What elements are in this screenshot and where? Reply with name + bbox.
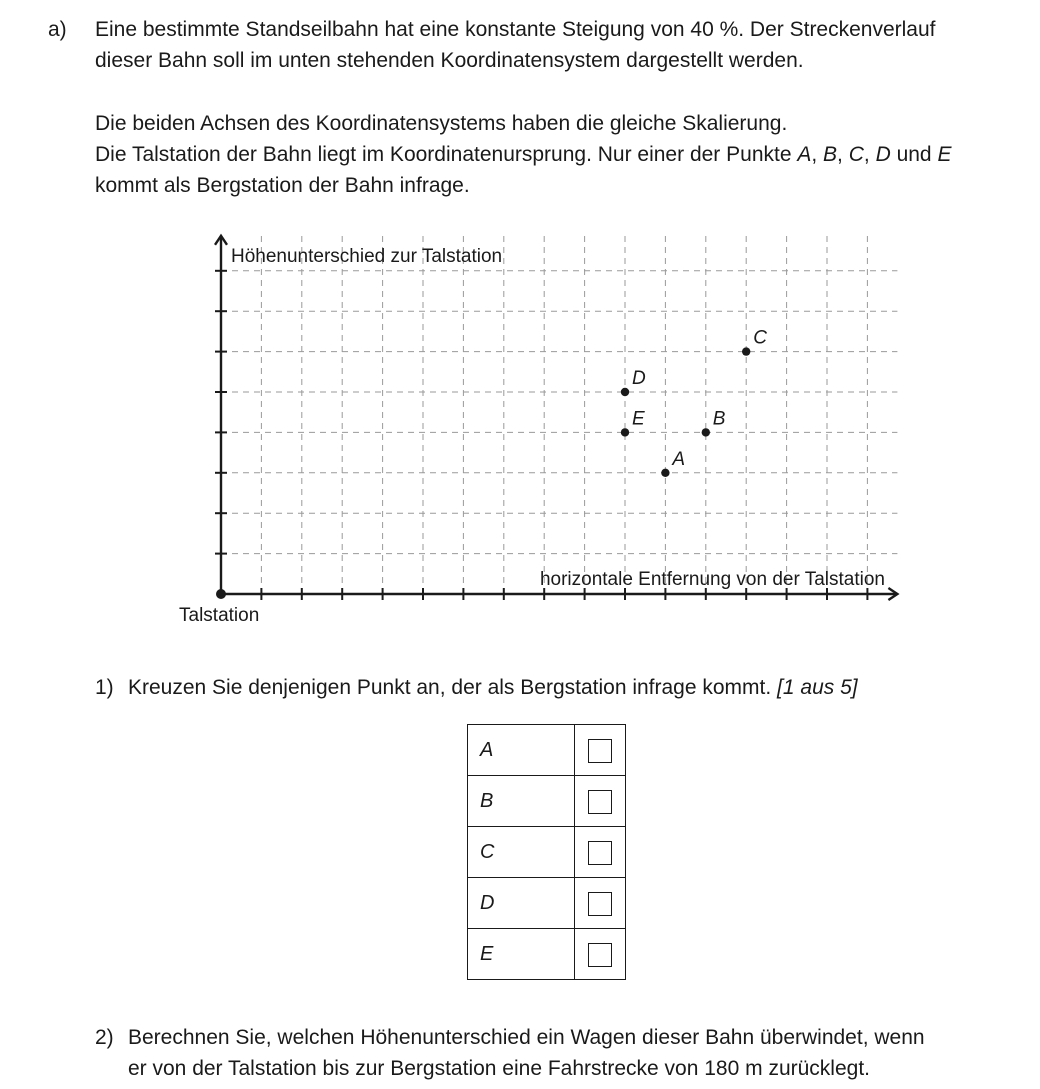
- option-label: A: [468, 725, 575, 776]
- answer-row: [468, 878, 626, 929]
- grid: [221, 236, 897, 594]
- answer-row: [468, 725, 626, 776]
- answer-row: [468, 827, 626, 878]
- checkbox-a[interactable]: [588, 739, 612, 763]
- question-2-line-2: er von der Talstation bis zur Bergstation eine Fahrstrecke von 180 m zurücklegt.: [128, 1057, 870, 1080]
- sep: ,: [837, 143, 849, 166]
- points: [621, 328, 767, 477]
- station-text: Die Talstation der Bahn liegt im Koordinatenursprung. Nur einer der Punkte: [95, 143, 798, 166]
- answer-row: [468, 929, 626, 980]
- point-c: [742, 347, 750, 355]
- point-d: [621, 388, 629, 396]
- point-ref-c: C: [848, 143, 864, 166]
- point-e: [621, 428, 629, 436]
- point-label-d: D: [632, 368, 646, 389]
- question-1-number: 1): [95, 676, 114, 699]
- point-label-e: E: [632, 408, 645, 430]
- sep: ,: [863, 143, 876, 166]
- point-ref-a: A: [797, 143, 812, 166]
- point-label-c: C: [753, 327, 767, 349]
- checkbox-c[interactable]: [588, 841, 612, 865]
- checkbox-b[interactable]: [588, 790, 612, 814]
- answer-table: [467, 724, 626, 980]
- answer-row: [468, 776, 626, 827]
- option-label: C: [468, 827, 575, 878]
- point-label-b: B: [712, 408, 726, 430]
- intro-line-2: dieser Bahn soll im unten stehenden Koordinatensystem dargestellt werden.: [95, 49, 804, 72]
- scale-sentence: Die beiden Achsen des Koordinatensystems haben die gleiche Skalierung.: [95, 112, 788, 135]
- option-label: B: [468, 776, 575, 827]
- point-b: [702, 428, 710, 436]
- station-line-2: kommt als Bergstation der Bahn infrage.: [95, 174, 470, 197]
- question-2-number: 2): [95, 1026, 114, 1049]
- question-2-line-1: Berechnen Sie, welchen Höhenunterschied ein Wagen dieser Bahn überwindet, wenn: [128, 1026, 925, 1049]
- question-1-text: [128, 672, 988, 703]
- x-axis-label: horizontale Entfernung von der Talstation: [539, 569, 885, 590]
- question-1-prompt: Kreuzen Sie denjenigen Punkt an, der als Bergstation infrage kommt.: [128, 676, 778, 699]
- point-ref-b: B: [823, 143, 838, 166]
- option-label: E: [468, 929, 575, 980]
- y-axis-label: Höhenunterschied zur Talstation: [231, 246, 503, 267]
- point-a: [661, 469, 669, 477]
- origin-label: Talstation: [179, 605, 260, 626]
- intro-line-1: Eine bestimmte Standseilbahn hat eine konstante Steigung von 40 %. Der Streckenverlauf: [95, 18, 936, 41]
- checkbox-d[interactable]: [588, 892, 612, 916]
- und: und: [890, 143, 938, 166]
- origin-point: [216, 589, 226, 599]
- point-label-a: A: [672, 448, 686, 470]
- point-ref-d: D: [875, 143, 891, 166]
- option-label: D: [468, 878, 575, 929]
- task-label: a): [48, 18, 67, 41]
- question-1-hint: [1 aus 5]: [777, 676, 858, 699]
- axes: [215, 236, 897, 600]
- sep: ,: [811, 143, 824, 166]
- point-ref-e: E: [937, 143, 952, 166]
- checkbox-e[interactable]: [588, 943, 612, 967]
